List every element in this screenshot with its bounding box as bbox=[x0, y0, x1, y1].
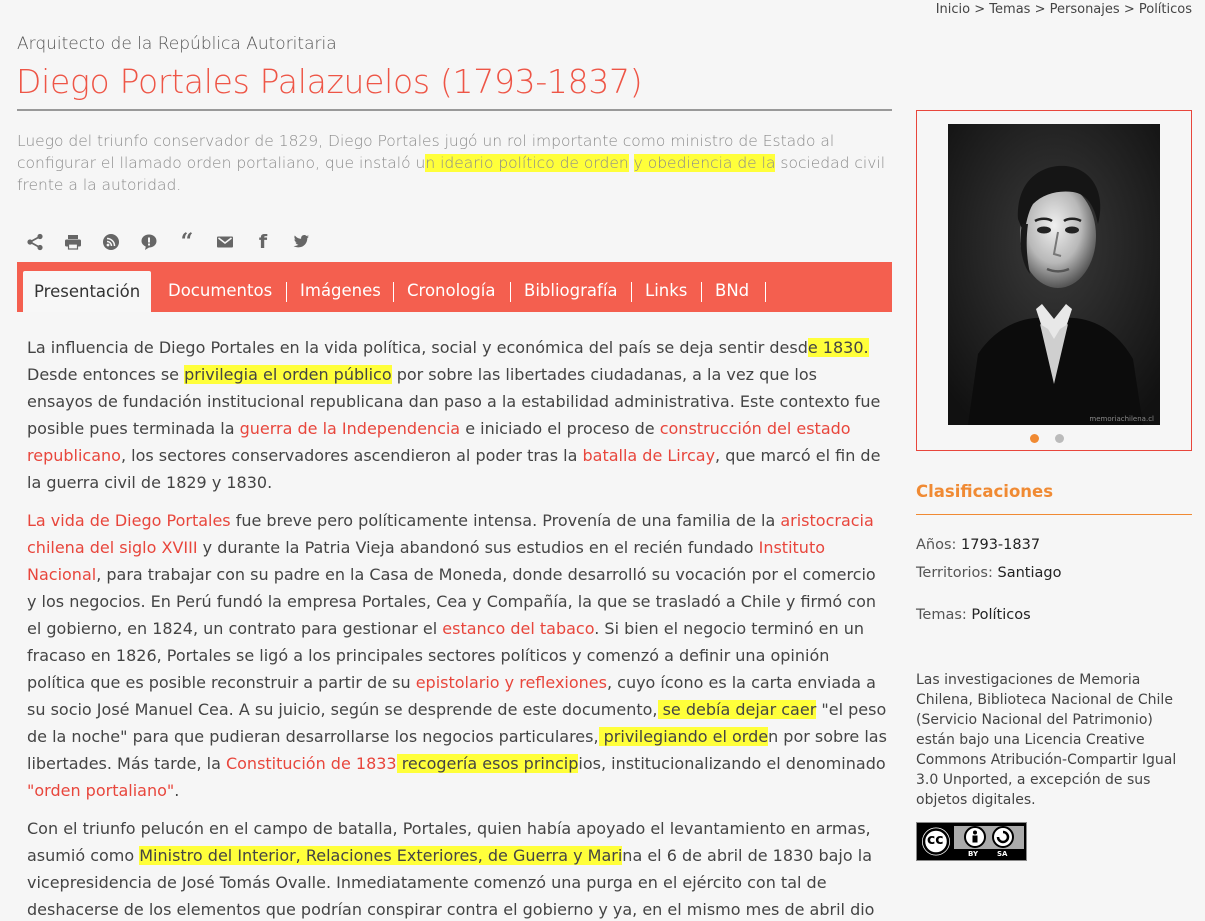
sa-text: SA bbox=[997, 850, 1008, 858]
text: , los sectores conservadores ascendieron al poder tras la bbox=[120, 446, 583, 465]
classifications-title: Clasificaciones bbox=[916, 482, 1054, 501]
highlight: e 1830. bbox=[807, 338, 869, 357]
meta-link-santiago[interactable]: Santiago bbox=[997, 565, 1062, 581]
meta-territorios bbox=[916, 565, 1061, 581]
share-toolbar bbox=[25, 229, 329, 255]
tab-separator bbox=[765, 282, 766, 302]
tab-imagenes[interactable]: Imágenes bbox=[300, 281, 381, 300]
text: fue breve pero políticamente intensa. Provenía de una familia de la bbox=[230, 511, 781, 530]
quote-icon[interactable]: “ bbox=[180, 229, 194, 255]
article-paragraph bbox=[27, 334, 887, 496]
meta-label: Temas: bbox=[916, 607, 967, 623]
link-epistolario[interactable]: epistolario y reflexiones bbox=[415, 673, 607, 692]
text: La influencia de Diego Portales en la vida política, social y económica del país se deja sentir desd bbox=[27, 338, 808, 357]
text: "el peso de la noche" para que pudieran desarrollarse los negocios particulares, bbox=[27, 700, 887, 746]
text: . bbox=[174, 781, 180, 800]
breadcrumb-separator: > bbox=[1034, 2, 1046, 17]
tab-bibliografia[interactable]: Bibliografía bbox=[524, 281, 618, 300]
cc-text: cc bbox=[927, 832, 944, 848]
lead-text bbox=[629, 154, 634, 172]
lead-text: Luego del triunfo conservador de 1829, Diego Portales jugó un rol importante como ministro de Estado al configurar el llamado orden portaliano, que instaló u bbox=[17, 132, 835, 172]
breadcrumb-separator: > bbox=[1123, 2, 1135, 17]
breadcrumb bbox=[936, 2, 1192, 17]
facebook-icon[interactable]: f bbox=[258, 231, 268, 253]
highlight: privilegia el orden público bbox=[184, 365, 392, 384]
article-body bbox=[27, 334, 887, 921]
meta-anos bbox=[916, 537, 1040, 553]
highlight: Ministro del Interior, Relaciones Exteriores, de Guerra y Mari bbox=[139, 846, 623, 865]
license-text: Las investigaciones de Memoria Chilena, Biblioteca Nacional de Chile (Servicio Nacional del Patrimonio) están bajo una Licencia Creative Commons Atribución-Compartir Igual 3.0 Unported, a excepción de sus objetos digitales. bbox=[916, 672, 1177, 808]
gallery-dot-active[interactable] bbox=[1030, 434, 1039, 443]
meta-value: 1793-1837 bbox=[961, 537, 1041, 553]
link-constitucion-1833[interactable]: Constitución de 1833 bbox=[225, 754, 397, 773]
text: n por sobre las libertades. Más tarde, la bbox=[27, 727, 887, 773]
tab-documentos[interactable]: Documentos bbox=[168, 281, 273, 300]
meta-temas bbox=[916, 607, 1031, 623]
twitter-icon[interactable] bbox=[291, 232, 311, 252]
lead-paragraph bbox=[17, 130, 897, 196]
rss-icon[interactable] bbox=[101, 232, 121, 252]
lead-highlight: y obediencia de la bbox=[633, 154, 776, 172]
meta-label: Años: bbox=[916, 537, 957, 553]
by-text: BY bbox=[968, 850, 979, 858]
title-divider bbox=[17, 109, 892, 111]
breadcrumb-temas[interactable]: Temas bbox=[989, 2, 1031, 17]
content-tabs bbox=[17, 262, 892, 312]
text: . Si bien el negocio terminó en un fracaso en 1826, Portales se ligó a los principales sectores políticos y comenzó a definir una opinión política que es posible reconstruir a partir de su bbox=[27, 619, 864, 692]
text: na el 6 de abril de 1830 bajo la vicepresidencia de José Tomás Ovalle. Inmediatamente comenzó una purga en el ejército con tal de deshacerse de los elementos que podrían conspirar contra el gobierno y ya, en el mismo mes de abril dio bbox=[27, 846, 875, 919]
link-guerra-independencia[interactable]: guerra de la Independencia bbox=[239, 419, 461, 438]
text: por sobre las libertades ciudadanas, a la vez que los ensayos de fundación institucional republicana dan paso a la estabilidad administrativa. Este contexto fue posible pues terminada la bbox=[27, 365, 881, 438]
text: , que marcó el fin de la guerra civil de 1829 y 1830. bbox=[27, 446, 881, 492]
highlight: privilegiando el orde bbox=[598, 727, 769, 746]
text: Desde entonces se bbox=[27, 365, 185, 384]
tab-cronologia[interactable]: Cronología bbox=[407, 281, 496, 300]
image-credit: memoriachilena.cl bbox=[1089, 415, 1154, 423]
tab-separator bbox=[631, 282, 632, 302]
highlight: recogería esos princip bbox=[396, 754, 579, 773]
tab-links[interactable]: Links bbox=[645, 281, 688, 300]
meta-link-politicos[interactable]: Políticos bbox=[971, 607, 1031, 623]
text: ios, institucionalizando el denominado bbox=[578, 754, 886, 773]
link-batalla-lircay[interactable]: batalla de Lircay bbox=[582, 446, 716, 465]
meta-label: Territorios: bbox=[916, 565, 993, 581]
link-instituto-nacional[interactable]: Instituto Nacional bbox=[27, 538, 825, 584]
link-aristocracia[interactable]: aristocracia chilena del siglo XVIII bbox=[27, 511, 874, 557]
tab-separator bbox=[510, 282, 511, 302]
tab-separator bbox=[701, 282, 702, 302]
email-icon[interactable] bbox=[215, 232, 235, 252]
text: , para trabajar con su padre en la Casa de Moneda, donde desarrolló su vocación por el comercio y los negocios. En Perú fundó la empresa Portales, Cea y Compañía, la que se trasladó a Chile y firmó con el gobierno, en 1824, un contrato para gestionar el bbox=[27, 565, 876, 638]
tab-presentacion[interactable]: Presentación bbox=[23, 271, 151, 312]
link-construccion-estado[interactable]: construcción del estado republicano bbox=[27, 419, 851, 465]
link-orden-portaliano[interactable]: "orden portaliano" bbox=[27, 781, 175, 800]
classifications-divider bbox=[916, 514, 1192, 515]
text: y durante la Patria Vieja abandonó sus estudios en el recién fundado bbox=[197, 538, 759, 557]
share-icon[interactable] bbox=[25, 232, 45, 252]
text: Con el triunfo pelucón en el campo de batalla, Portales, quien había apoyado el levantamiento en armas, asumió como bbox=[27, 819, 871, 865]
breadcrumb-personajes[interactable]: Personajes bbox=[1049, 2, 1120, 17]
gallery-dot[interactable] bbox=[1055, 434, 1064, 443]
link-estanco-tabaco[interactable]: estanco del tabaco bbox=[442, 619, 595, 638]
print-icon[interactable] bbox=[63, 232, 83, 252]
tab-bnd[interactable]: BNd bbox=[715, 281, 750, 300]
link-vida-portales[interactable]: La vida de Diego Portales bbox=[27, 511, 231, 530]
comment-icon[interactable] bbox=[139, 232, 159, 252]
tab-separator bbox=[393, 282, 394, 302]
breadcrumb-separator: > bbox=[974, 2, 986, 17]
text: , cuyo ícono es la carta enviada a su socio José Manuel Cea. A su juicio, según se desprende de este documento, bbox=[27, 673, 876, 719]
text: e iniciado el proceso de bbox=[460, 419, 660, 438]
highlight: se debía dejar caer bbox=[657, 700, 817, 719]
breadcrumb-inicio[interactable]: Inicio bbox=[935, 2, 971, 17]
tab-separator bbox=[286, 282, 287, 302]
page-subtitle: Arquitecto de la República Autoritaria bbox=[17, 34, 337, 54]
cc-license-badge[interactable] bbox=[916, 822, 1027, 861]
article-paragraph bbox=[27, 815, 887, 921]
breadcrumb-politicos[interactable]: Políticos bbox=[1138, 2, 1192, 17]
lead-highlight: n ideario político de orden bbox=[425, 154, 629, 172]
portrait-image[interactable] bbox=[948, 124, 1160, 425]
page-title: Diego Portales Palazuelos (1793-1837) bbox=[16, 62, 643, 101]
image-gallery bbox=[916, 110, 1192, 451]
lead-text: sociedad civil frente a la autoridad. bbox=[17, 154, 886, 194]
article-paragraph bbox=[27, 507, 887, 804]
